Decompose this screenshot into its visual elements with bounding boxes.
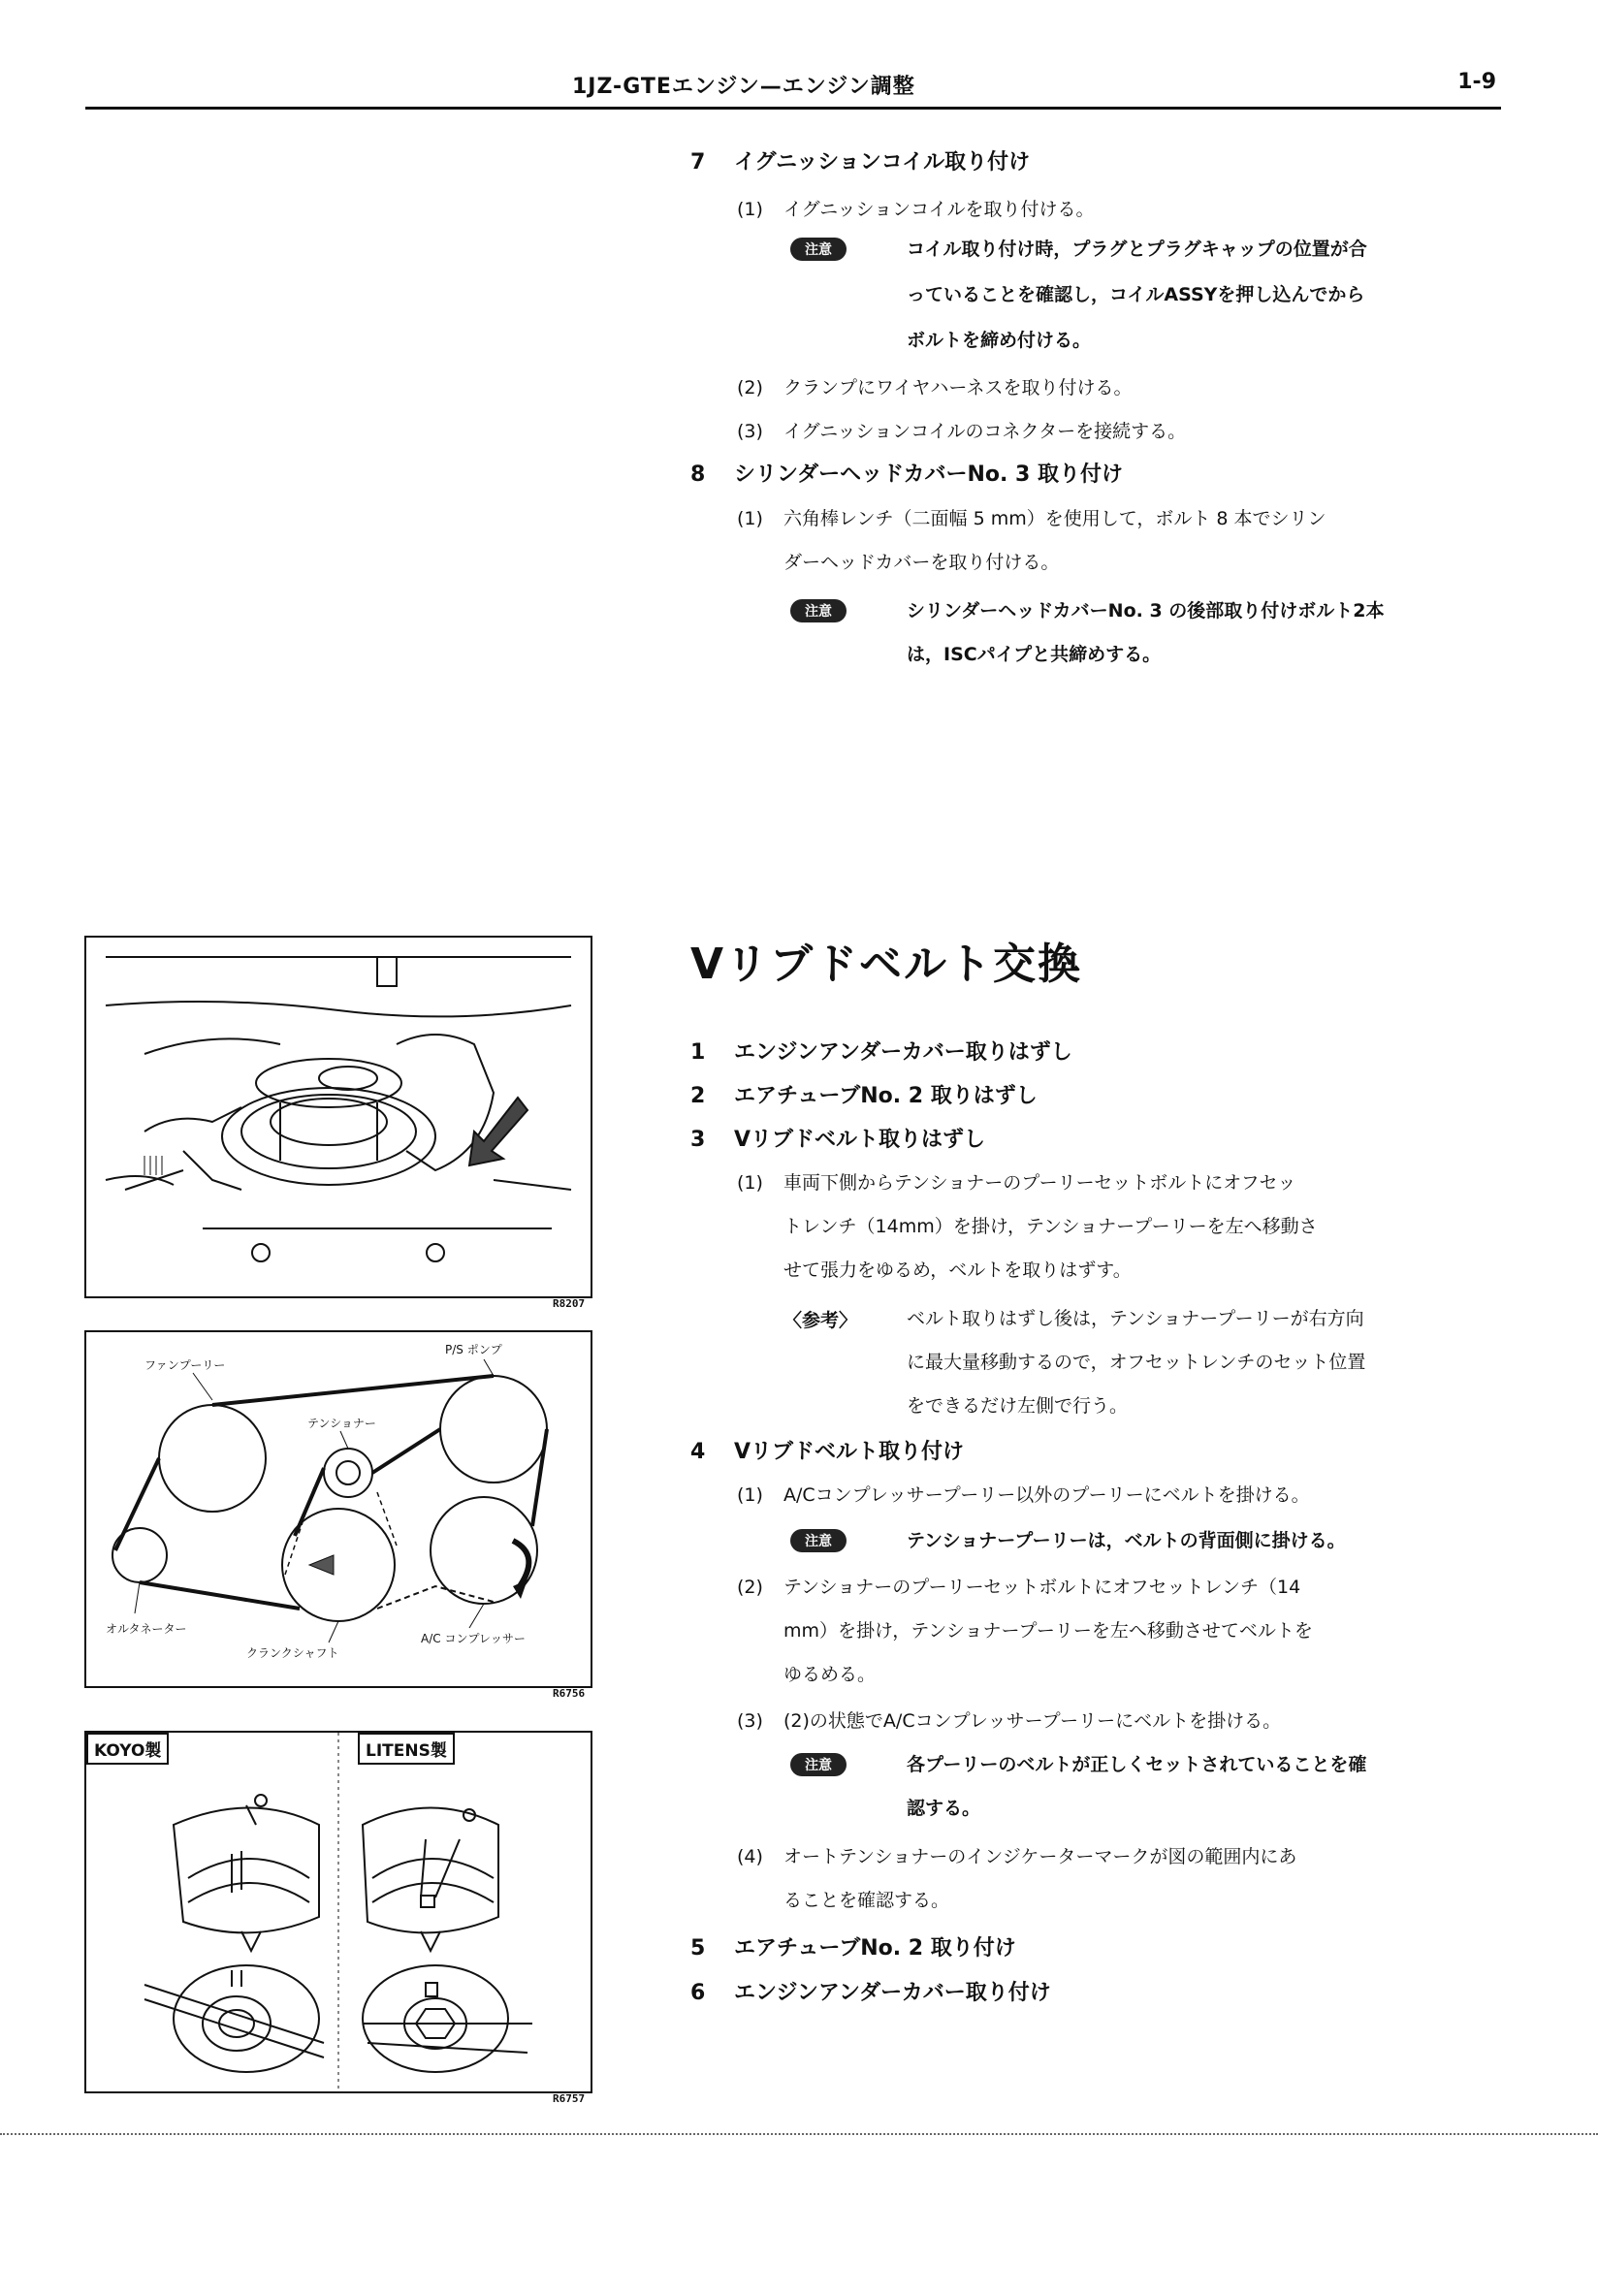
step-number: 3 xyxy=(690,1128,706,1152)
step-number: 7 xyxy=(690,150,706,175)
step-7-note-line-2: っていることを確認し，コイルASSYを押し込んでから xyxy=(907,284,1365,305)
step-title-text: Vリブドベルト取り付け xyxy=(734,1440,965,1464)
ps-pump-label: P/S ポンプ xyxy=(445,1343,502,1356)
sub-text: 六角棒レンチ（二面幅 5 mm）を使用して，ボルト 8 本でシリン xyxy=(783,508,1326,529)
step-8-title xyxy=(690,458,1123,488)
figure-tensioner-indicator-drawing xyxy=(86,1733,591,2091)
koyo-label: KOYO製 xyxy=(86,1733,169,1765)
step-number: 8 xyxy=(690,462,706,487)
step-7-sub-3 xyxy=(737,412,1186,451)
sub-number: (1) xyxy=(737,1484,763,1506)
sub-number: (3) xyxy=(737,421,763,442)
belt-step-3-ref-line-2: に最大量移動するので，オフセットレンチのセット位置 xyxy=(907,1352,1366,1373)
ac-compressor-label: A/C コンプレッサー xyxy=(421,1632,526,1645)
sub-number: (4) xyxy=(737,1846,763,1867)
step-title-text: イグニッションコイル取り付け xyxy=(734,150,1031,175)
belt-step-4-sub-2-cont-1: mm）を掛け，テンショナープーリーを左へ移動させてベルトを xyxy=(783,1620,1313,1642)
header-rule xyxy=(85,107,1501,110)
step-8-sub-1-cont: ダーヘッドカバーを取り付ける。 xyxy=(783,552,1060,573)
step-number: 5 xyxy=(690,1936,706,1961)
sub-text: イグニッションコイルを取り付ける。 xyxy=(783,199,1095,220)
belt-step-6 xyxy=(690,1976,1051,2006)
belt-step-3-sub-1 xyxy=(737,1164,1296,1202)
belt-step-3-sub-1-cont-2: せて張力をゆるめ，ベルトを取りはずす。 xyxy=(783,1260,1132,1281)
caution-badge: 注意 xyxy=(790,238,847,261)
belt-step-4-note-1: テンショナープーリーは，ベルトの背面側に掛ける。 xyxy=(907,1530,1346,1551)
bottom-rule xyxy=(0,2133,1598,2135)
sub-number: (1) xyxy=(737,508,763,529)
belt-step-3-sub-1-cont-1: トレンチ（14mm）を掛け，テンショナープーリーを左へ移動さ xyxy=(783,1216,1318,1237)
step-7-title xyxy=(690,145,1030,175)
belt-step-3 xyxy=(690,1123,985,1153)
belt-step-2 xyxy=(690,1079,1038,1109)
belt-step-4-note-2-line-1: 各プーリーのベルトが正しくセットされていることを確 xyxy=(907,1754,1367,1775)
belt-step-4-sub-2-cont-2: ゆるめる。 xyxy=(783,1664,877,1685)
belt-step-4-sub-4 xyxy=(737,1837,1296,1876)
sub-text: イグニッションコイルのコネクターを接続する。 xyxy=(783,421,1187,442)
belt-step-4-sub-3 xyxy=(737,1702,1281,1740)
step-7-sub-1 xyxy=(737,190,1095,229)
tensioner-pulley xyxy=(324,1449,372,1497)
figure-belt-removal-drawing xyxy=(86,938,591,1296)
section-title: Vリブドベルト交換 xyxy=(690,940,1083,989)
step-number: 1 xyxy=(690,1040,706,1065)
caution-badge: 注意 xyxy=(790,1529,847,1552)
litens-label: LITENS製 xyxy=(358,1733,455,1765)
step-title-text: エンジンアンダーカバー取り付け xyxy=(734,1981,1051,2005)
figure-belt-removal xyxy=(84,936,592,1298)
tensioner-label: テンショナー xyxy=(307,1417,376,1430)
caution-badge: 注意 xyxy=(790,599,847,622)
sub-number: (2) xyxy=(737,1577,763,1598)
step-8-sub-1 xyxy=(737,499,1326,538)
caution-badge: 注意 xyxy=(790,1753,847,1776)
step-number: 2 xyxy=(690,1084,706,1108)
fan-pulley xyxy=(159,1405,266,1512)
step-title-text: エアチューブNo. 2 取り付け xyxy=(734,1936,1016,1961)
sub-text: クランプにワイヤハーネスを取り付ける。 xyxy=(783,377,1133,399)
sub-text: (2)の状態でA/Cコンプレッサープーリーにベルトを掛ける。 xyxy=(783,1710,1282,1732)
belt-step-4-sub-1 xyxy=(737,1476,1310,1515)
figure-code: R6756 xyxy=(553,1687,586,1700)
sub-text: A/Cコンプレッサープーリー以外のプーリーにベルトを掛ける。 xyxy=(783,1484,1310,1506)
belt-step-1 xyxy=(690,1036,1072,1066)
step-8-note-line-2: は，ISCパイプと共締めする。 xyxy=(907,644,1162,665)
page-number: 1-9 xyxy=(1457,70,1496,94)
belt-step-4-sub-2 xyxy=(737,1568,1300,1607)
step-7-note-line-1: コイル取り付け時，プラグとプラグキャップの位置が合 xyxy=(907,239,1367,260)
sub-text: オートテンショナーのインジケーターマークが図の範囲内にあ xyxy=(783,1846,1297,1867)
step-number: 6 xyxy=(690,1981,706,2005)
sub-text: 車両下側からテンショナーのプーリーセットボルトにオフセッ xyxy=(783,1172,1296,1194)
ps-pump-pulley xyxy=(440,1376,547,1483)
step-number: 4 xyxy=(690,1440,706,1464)
step-title-text: シリンダーヘッドカバーNo. 3 取り付け xyxy=(734,462,1123,487)
reference-label: 〈参考〉 xyxy=(783,1310,858,1331)
belt-step-3-ref-line-1: ベルト取りはずし後は，テンショナープーリーが右方向 xyxy=(907,1308,1364,1329)
belt-step-4-sub-4-cont: ることを確認する。 xyxy=(783,1890,950,1911)
figure-code: R8207 xyxy=(553,1297,586,1310)
step-7-sub-2 xyxy=(737,368,1132,407)
belt-step-4 xyxy=(690,1435,964,1465)
page-header-title: 1JZ-GTEエンジン—エンジン調整 xyxy=(572,75,915,99)
belt-step-5 xyxy=(690,1931,1016,1961)
step-title-text: Vリブドベルト取りはずし xyxy=(734,1128,986,1152)
fan-pulley-label: ファンプーリー xyxy=(144,1358,226,1372)
step-title-text: エンジンアンダーカバー取りはずし xyxy=(734,1040,1072,1065)
figure-belt-routing-drawing xyxy=(86,1332,591,1686)
step-title-text: エアチューブNo. 2 取りはずし xyxy=(734,1084,1038,1108)
sub-number: (3) xyxy=(737,1710,763,1732)
belt-step-3-ref-line-3: をできるだけ左側で行う。 xyxy=(907,1395,1129,1417)
sub-number: (2) xyxy=(737,377,763,399)
sub-number: (1) xyxy=(737,199,763,220)
figure-belt-routing xyxy=(84,1330,592,1688)
step-8-note-line-1: シリンダーヘッドカバーNo. 3 の後部取り付けボルト2本 xyxy=(907,600,1385,622)
belt-step-4-note-2-line-2: 認する。 xyxy=(907,1798,981,1819)
sub-number: (1) xyxy=(737,1172,763,1194)
crankshaft-label: クランクシャフト xyxy=(246,1646,339,1660)
figure-code: R6757 xyxy=(553,2092,586,2105)
alternator-label: オルタネーター xyxy=(106,1622,187,1636)
sub-text: テンショナーのプーリーセットボルトにオフセットレンチ（14 xyxy=(783,1577,1301,1598)
figure-tensioner-indicator xyxy=(84,1731,592,2093)
step-7-note-line-3: ボルトを締め付ける。 xyxy=(907,330,1092,351)
